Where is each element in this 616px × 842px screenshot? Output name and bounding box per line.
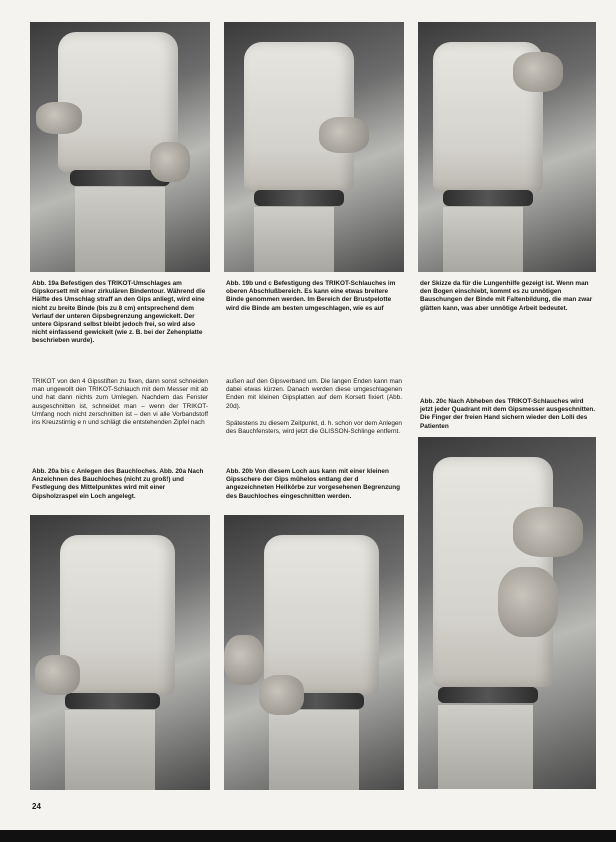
caption-20c: Abb. 20c Nach Abheben des TRIKOT-Schlauches wird jetzt jeder Quadrant mit dem Gipsmesser ausgeschnitten. Die Finger der freien Hand sichern wieder den Lolli des Patienten xyxy=(420,398,596,430)
photo-19a xyxy=(30,22,210,272)
photo-19b xyxy=(224,22,404,272)
body-text-middle-2: Spätestens zu diesem Zeitpunkt, d. h. schon vor dem Anlegen des Bauchfensters, wird jetzt die GLISSON-Schlinge entfernt. xyxy=(226,420,402,436)
photo-19c xyxy=(418,22,596,272)
footer-bar xyxy=(0,830,616,842)
photo-20b xyxy=(224,515,404,790)
body-text-middle: außen auf den Gipsverband um. Die langen Enden kann man dabei etwas kürzen. Danach werden diese umgeschlagenen Enden mit kleinen Gipsplatten auf dem Korsett fixiert (Abb. 20d). xyxy=(226,378,402,410)
page-number: 24 xyxy=(32,802,41,811)
caption-19a: Abb. 19a Befestigen des TRIKOT-Umschlages am Gipskorsett mit einer zirkulären Bindentour. Während die Hälfte des Umschlag straff an den Gips anliegt, wird eine nicht zu breite Binde (bis zu 8 cm) entsprechend dem Verlauf der unteren Gipsbegrenzung angewickelt. Der untere Gipsrand selbst bleibt jedoch frei, so wird also nicht einfassend gewickelt (wie z. B. bei der Zehenplatte beschrieben wurde). xyxy=(32,280,206,345)
caption-20ab: Abb. 20a bis c Anlegen des Bauchloches. Abb. 20a Nach Anzeichnen des Bauchloches (nicht zu groß!) und Festlegung des Mittelpunktes wird mit einer Gipsholzraspel ein Loch angelegt. xyxy=(32,468,204,500)
caption-19-continued: der Skizze da für die Lungenhilfe gezeigt ist. Wenn man den Bogen einschiebt, kommt es zu unnötigen Bauschungen der Binde mit Faltenbildung, die man zwar glätten kann, was aber unnötige Arbeit bedeutet. xyxy=(420,280,593,312)
photo-20c xyxy=(418,437,596,789)
body-text-left: TRIKOT von den 4 Gipsstiften zu fixen, dann sonst schneiden man ungewollt den TRIKOT-Schlauch mit dem Messer mit ab und hat dann nichts zum Umlegen. Nachdem das Fenster ausgeschnitten ist, schneidet man – wenn der TRIKOT-Umfang noch nicht zerschnitten ist – den vi alle Vorbandstoff ins Kreuzstirnig e n und schlägt die entstehenden Zipfel nach xyxy=(32,378,208,427)
caption-19bc: Abb. 19b und c Befestigung des TRIKOT-Schlauches im oberen Abschlußbereich. Es kann eine etwas breitere Binde genommen werden. Im Bereich der Brustpelotte wird die Binde am besten umgeschlagen, wie es auf xyxy=(226,280,396,312)
caption-20b: Abb. 20b Von diesem Loch aus kann mit einer kleinen Gipsschere der Gips mühelos entlang der d angezeichneten Heilkörbe zur vorgesehenen Begrenzung des Bauchloches eingeschnitten werden. xyxy=(226,468,401,500)
photo-20a xyxy=(30,515,210,790)
